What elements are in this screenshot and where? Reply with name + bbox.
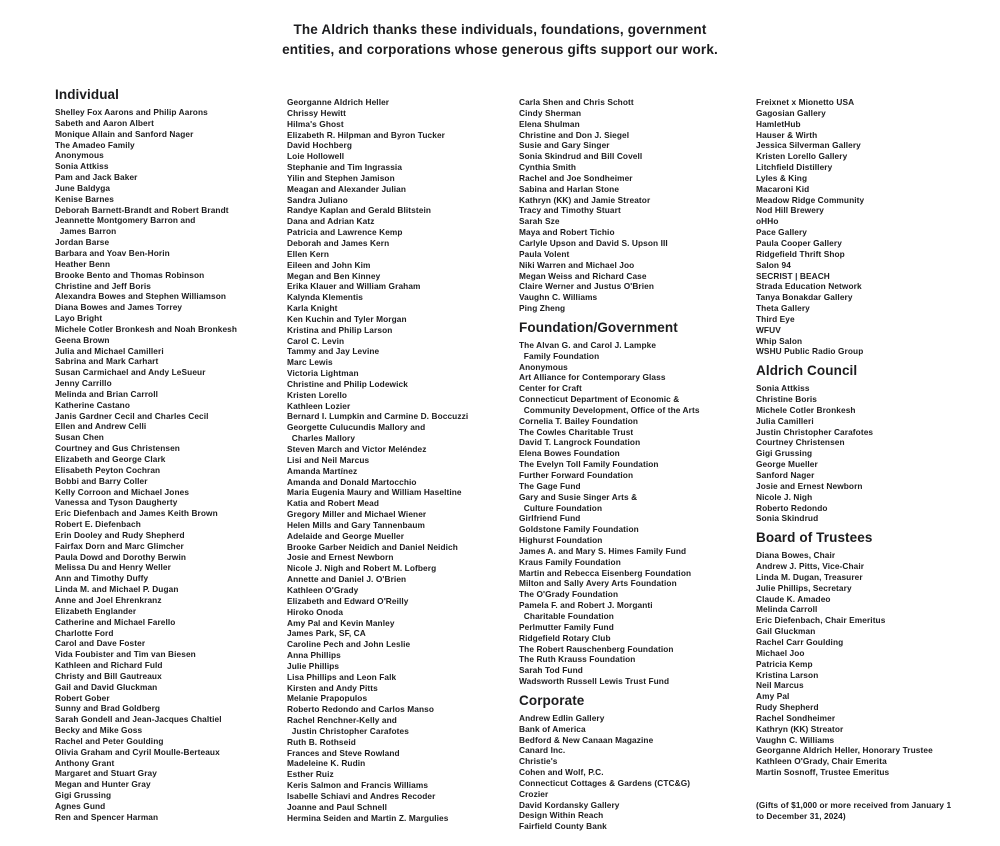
- donor-name: Ken Kuchin and Tyler Morgan: [287, 313, 407, 324]
- donor-name: Barbara and Yoav Ben-Horin: [55, 247, 170, 258]
- column-foundation-corporate: [519, 97, 747, 832]
- donor-name: Heather Benn: [55, 258, 111, 269]
- section-heading-individual: Individual: [55, 87, 120, 102]
- donor-name: Kristina and Philip Larson: [287, 324, 393, 335]
- donor-name: Esther Ruiz: [287, 769, 334, 780]
- donor-name: Ellen Kern: [287, 248, 330, 259]
- donor-name: Gary and Susie Singer Arts &: [519, 491, 638, 502]
- donor-name: Anonymous: [55, 150, 104, 161]
- donor-name: Whip Salon: [756, 335, 803, 346]
- donor-name: Claude K. Amadeo: [756, 593, 831, 604]
- donor-name: David Kordansky Gallery: [519, 799, 620, 810]
- donor-name: The Amadeo Family: [55, 139, 135, 150]
- donor-name: Canard Inc.: [519, 745, 566, 756]
- page-title: The Aldrich thanks these individuals, foundations, government entities, and corporations whose generous gifts support our work.: [282, 22, 718, 57]
- donor-name: Sonia Skindrud and Bill Covell: [519, 151, 643, 162]
- donor-name: Kathleen and Richard Fuld: [55, 660, 163, 671]
- donor-name: Michele Cotler Bronkesh and Noah Bronkesh: [55, 323, 238, 334]
- donor-name: Becky and Mike Goss: [55, 725, 143, 736]
- donor-name: The Ruth Krauss Foundation: [519, 654, 636, 665]
- donor-name: Christine Boris: [756, 394, 817, 405]
- donor-name: Claire Werner and Justus O'Brien: [519, 281, 655, 292]
- donor-name: Isabelle Schiavi and Andres Recoder: [287, 791, 436, 801]
- donor-name: Madeleine K. Rudin: [287, 758, 366, 769]
- donor-name: Gagosian Gallery: [756, 107, 826, 118]
- donor-name: Brooke Garber Neidich and Daniel Neidich: [287, 541, 458, 552]
- donor-name: Kathleen O'Grady, Chair Emerita: [756, 756, 887, 767]
- donor-name: HamletHub: [756, 118, 801, 129]
- donor-name: Deborah Barnett-Brandt and Robert Brandt: [55, 204, 229, 215]
- donor-name: Nicole J. Nigh and Robert M. Lofberg: [287, 563, 437, 574]
- donor-name: Kristina Larson: [756, 669, 819, 680]
- donor-name: Milton and Sally Avery Arts Foundation: [519, 578, 677, 589]
- donor-name: Christie's: [519, 756, 558, 767]
- donor-name: Elizabeth and George Clark: [55, 454, 166, 464]
- donor-name: Cindy Sherman: [519, 107, 582, 118]
- donor-name: George Mueller: [756, 459, 818, 470]
- donor-name: Andrew J. Pitts, Vice-Chair: [756, 561, 865, 572]
- donor-name: Katia and Robert Mead: [287, 498, 379, 509]
- donor-name: Karla Knight: [287, 303, 338, 314]
- donor-name: The O'Grady Foundation: [519, 589, 619, 600]
- donor-name: Megan and Ben Kinney: [287, 270, 381, 281]
- donor-name: Annette and Daniel J. O'Brien: [287, 574, 407, 585]
- donor-name: Ren and Spencer Harman: [55, 811, 159, 822]
- donor-name: Janis Gardner Cecil and Charles Cecil: [55, 410, 209, 421]
- donor-name: Agnes Gund: [55, 801, 106, 811]
- donor-name: Elizabeth R. Hilpman and Byron Tucker: [287, 129, 445, 140]
- donor-name: Susan Chen: [55, 432, 104, 443]
- donor-name: Sabina and Harlan Stone: [519, 183, 620, 194]
- donor-name: James A. and Mary S. Himes Family Fund: [519, 545, 687, 556]
- donor-name: Erin Dooley and Rudy Shepherd: [55, 529, 185, 540]
- donor-name: Maya and Robert Tichio: [519, 227, 615, 238]
- donor-name: Jordan Barse: [55, 237, 110, 248]
- donor-name: Carol C. Levin: [287, 335, 345, 346]
- donor-name: Pace Gallery: [756, 227, 808, 238]
- donor-name: The Cowles Charitable Trust: [519, 426, 634, 437]
- donor-name: Bedford & New Canaan Magazine: [519, 734, 654, 745]
- donor-name: Macaroni Kid: [756, 183, 810, 194]
- donor-name: Perlmutter Family Fund: [519, 621, 614, 632]
- donor-block-board-of-trustees: [756, 531, 962, 778]
- donor-name: Rachel and Peter Goulding: [55, 735, 164, 746]
- donor-name: Helen Mills and Gary Tannenbaum: [287, 519, 426, 530]
- donor-name: Sarah Sze: [519, 216, 560, 227]
- donor-name: Fairfax Dorn and Marc Glimcher: [55, 540, 184, 551]
- donor-name: Vanessa and Tyson Daugherty: [55, 497, 178, 508]
- donor-block-aldrich-council: [756, 364, 962, 524]
- donor-block: [756, 97, 962, 357]
- donor-name: Rachel and Joe Sondheimer: [519, 172, 633, 183]
- donor-name: Sonia Attkiss: [756, 383, 810, 394]
- donor-name: Frances and Steve Rowland: [287, 747, 400, 758]
- donor-name: Vaughn C. Williams: [756, 734, 835, 745]
- donor-name: Elizabeth and Edward O'Reilly: [287, 595, 409, 606]
- donor-name: WSHU Public Radio Group: [756, 346, 864, 357]
- donor-name: Meagan and Alexander Julian: [287, 183, 407, 194]
- donor-name: Randye Kaplan and Gerald Blitstein: [287, 205, 432, 216]
- donor-name: Nicole J. Nigh: [756, 491, 813, 502]
- donor-name: Chrissy Hewitt: [287, 107, 347, 118]
- donor-name: Gail Gluckman: [756, 626, 816, 637]
- donor-name: Cornelia T. Bailey Foundation: [519, 415, 639, 426]
- donor-name: Lisi and Neil Marcus: [287, 454, 370, 465]
- donor-name: Connecticut Department of Economic &: [519, 394, 680, 405]
- donor-name: David T. Langrock Foundation: [519, 437, 641, 448]
- donor-name: Art Alliance for Contemporary Glass: [519, 372, 666, 383]
- section-heading-foundation-government: Foundation/Government: [519, 319, 678, 335]
- donor-name: Hermina Seiden and Martin Z. Margulies: [287, 812, 449, 823]
- donor-name: Roberto Redondo: [756, 502, 828, 513]
- donor-name: Brooke Bento and Thomas Robinson: [55, 269, 205, 280]
- donor-name: Sonia Skindrud: [756, 513, 819, 524]
- donor-name: Hauser & Wirth: [756, 129, 818, 140]
- donor-name: Eric Diefenbach and James Keith Brown: [55, 508, 218, 519]
- donor-name: Culture Foundation: [519, 502, 603, 513]
- donor-name: The Gage Fund: [519, 480, 581, 491]
- donor-name: Kelly Corroon and Michael Jones: [55, 486, 190, 497]
- donor-name: Rudy Shepherd: [756, 702, 819, 713]
- donor-name: Julia Camilleri: [756, 415, 814, 426]
- donor-name: Jessica Silverman Gallery: [756, 140, 861, 151]
- donor-name: Geena Brown: [55, 334, 110, 345]
- donor-name: Community Development, Office of the Arts: [519, 404, 700, 415]
- donor-block-corporate: [519, 694, 747, 832]
- donor-name: Roberto Redondo and Carlos Manso: [287, 704, 435, 715]
- donor-name: Courtney Christensen: [756, 437, 845, 448]
- donor-name: WFUV: [756, 324, 781, 335]
- donor-name: Wadsworth Russell Lewis Trust Fund: [519, 676, 670, 687]
- donor-name: Maria Eugenia Maury and William Haseltine: [287, 487, 462, 498]
- donor-name: Patricia Kemp: [756, 658, 813, 669]
- donor-name: SECRIST | BEACH: [756, 270, 830, 281]
- donor-name: Julie Phillips, Secretary: [756, 582, 852, 593]
- donor-name: Gigi Grussing: [756, 448, 813, 459]
- donor-name: Linda M. and Michael P. Dugan: [55, 584, 179, 595]
- donor-name: Kristen Lorello Gallery: [756, 151, 848, 162]
- donor-name: Kathleen Lozier: [287, 400, 351, 411]
- section-heading-board-of-trustees: Board of Trustees: [756, 530, 873, 546]
- donor-name: Linda M. Dugan, Treasurer: [756, 571, 863, 582]
- donor-name: The Robert Rauschenberg Foundation: [519, 643, 674, 654]
- donor-name: Highurst Foundation: [519, 535, 603, 546]
- donor-name: Bobbi and Barry Coller: [55, 475, 148, 486]
- donor-name: Rachel Sondheimer: [756, 712, 836, 723]
- donor-name: Connecticut Cottages & Gardens (CTC&G): [519, 777, 691, 788]
- donor-name: Eileen and John Kim: [287, 259, 371, 270]
- donor-name: Hilma's Ghost: [287, 118, 344, 129]
- donor-name: Niki Warren and Michael Joo: [519, 259, 635, 270]
- donor-name: Sabeth and Aaron Albert: [55, 117, 154, 128]
- donor-name: Amy Pal: [756, 691, 790, 702]
- donor-name: Ellen and Andrew Celli: [55, 421, 147, 432]
- donor-name: James Barron: [55, 226, 117, 237]
- donor-name: Theta Gallery: [756, 303, 810, 314]
- donor-name: Stephanie and Tim Ingrassia: [287, 162, 403, 173]
- donor-name: Kathleen O'Grady: [287, 584, 359, 595]
- donor-name: Elisabeth Peyton Cochran: [55, 464, 161, 475]
- donor-name: Joanne and Paul Schnell: [287, 801, 388, 812]
- donor-name: Vaughn C. Williams: [519, 292, 598, 303]
- donor-name: Jenny Carrillo: [55, 378, 112, 389]
- donor-name: Elena Shulman: [519, 118, 580, 129]
- donor-name: Ping Zheng: [519, 303, 566, 314]
- donor-name: Eric Diefenbach, Chair Emeritus: [756, 615, 886, 626]
- donor-name: Ridgefield Rotary Club: [519, 632, 611, 643]
- donor-name: Charitable Foundation: [519, 610, 614, 621]
- column-individual-continued: [287, 97, 515, 824]
- donor-name: Adelaide and George Mueller: [287, 530, 405, 541]
- donor-name: Gregory Miller and Michael Wiener: [287, 509, 427, 520]
- column-individual: [55, 88, 283, 823]
- donor-name: Katherine Castano: [55, 399, 131, 410]
- gifts-footnote: (Gifts of $1,000 or more received from January 1 to December 31, 2024): [756, 800, 952, 822]
- donor-name: Kathryn (KK) and Jamie Streator: [519, 194, 651, 205]
- donor-name: Ann and Timothy Duffy: [55, 573, 149, 584]
- donor-name: Yilin and Stephen Jamison: [287, 172, 395, 183]
- donor-name: Bernard I. Lumpkin and Carmine D. Boccuzzi: [287, 411, 469, 422]
- donor-name: Freixnet x Mionetto USA: [756, 97, 855, 107]
- donor-name: The Alvan G. and Carol J. Lampke: [519, 339, 657, 350]
- donor-name: Charlotte Ford: [55, 627, 114, 638]
- donor-name: Neil Marcus: [756, 680, 804, 691]
- donor-name: Diana Bowes, Chair: [756, 550, 836, 561]
- donor-name: Sunny and Brad Goldberg: [55, 703, 161, 714]
- donor-name: Paula Dowd and Dorothy Berwin: [55, 551, 187, 562]
- donor-name: Litchfield Distillery: [756, 162, 833, 173]
- donor-name: Christine and Philip Lodewick: [287, 378, 408, 389]
- donor-name: Dana and Adrian Katz: [287, 216, 375, 227]
- donor-name: Michele Cotler Bronkesh: [756, 404, 856, 415]
- donor-name: Anthony Grant: [55, 757, 115, 768]
- donor-name: Christy and Bill Gautreaux: [55, 670, 162, 681]
- donor-name: Lyles & King: [756, 172, 808, 183]
- donor-name: Carlyle Upson and David S. Upson III: [519, 237, 668, 248]
- donor-name: James Park, SF, CA: [287, 628, 366, 639]
- donor-name: Kraus Family Foundation: [519, 556, 621, 567]
- donor-name: Erika Klauer and William Graham: [287, 281, 421, 292]
- column-corporate-council-trustees: [756, 97, 962, 778]
- donor-name: Melanie Prapopulos: [287, 693, 368, 704]
- donor-name: Justin Christopher Carafotes: [756, 426, 874, 437]
- donor-name: Amy Pal and Kevin Manley: [287, 617, 395, 628]
- donor-name: Melinda and Brian Carroll: [55, 388, 159, 399]
- donor-name: Cynthia Smith: [519, 162, 577, 173]
- donor-name: Robert E. Diefenbach: [55, 519, 141, 530]
- donor-name: Georganne Aldrich Heller: [287, 97, 390, 107]
- donor-block: [287, 97, 515, 824]
- donor-name: Susan Carmichael and Andy LeSueur: [55, 367, 206, 378]
- donor-name: Kalynda Klementis: [287, 292, 363, 303]
- donor-name: Goldstone Family Foundation: [519, 524, 639, 535]
- donor-name: Olivia Graham and Cyril Moulle-Berteaux: [55, 746, 220, 757]
- donor-name: Monique Allain and Sanford Nager: [55, 128, 194, 139]
- donor-name: Crozier: [519, 788, 549, 799]
- donor-name: Melissa Du and Henry Weller: [55, 562, 171, 573]
- donor-name: Hiroko Onoda: [287, 606, 344, 617]
- section-heading-corporate: Corporate: [519, 692, 585, 708]
- donor-name: Julie Phillips: [287, 660, 340, 671]
- donor-name: Megan Weiss and Richard Case: [519, 270, 647, 281]
- donor-name: Tanya Bonakdar Gallery: [756, 292, 853, 303]
- donor-name: Christine and Jeff Boris: [55, 280, 151, 291]
- donor-name: Carla Shen and Chris Schott: [519, 97, 634, 107]
- donor-name: Amanda and Donald Martocchio: [287, 476, 417, 487]
- donor-name: Susie and Gary Singer: [519, 140, 610, 151]
- donor-name: Georgette Culucundis Mallory and: [287, 422, 426, 433]
- donor-name: Christine and Don J. Siegel: [519, 129, 630, 140]
- donor-name: Victoria Lightman: [287, 368, 359, 379]
- donor-name: Julia and Michael Camilleri: [55, 345, 164, 356]
- donor-name: Fairfield County Bank: [519, 821, 607, 832]
- donor-name: Courtney and Gus Christensen: [55, 443, 180, 454]
- donor-name: Michael Joo: [756, 647, 805, 658]
- donor-name: Justin Christopher Carafotes: [287, 725, 409, 736]
- donor-block-individual: [55, 88, 283, 823]
- donor-name: Meadow Ridge Community: [756, 194, 865, 205]
- donor-name: Patricia and Lawrence Kemp: [287, 227, 403, 238]
- donor-name: Sandra Juliano: [287, 194, 348, 205]
- donor-name: Tammy and Jay Levine: [287, 346, 380, 357]
- donor-name: Vida Foubister and Tim van Biesen: [55, 649, 196, 660]
- donor-name: Kathryn (KK) Streator: [756, 723, 844, 734]
- donor-name: Kristen Lorello: [287, 389, 348, 400]
- donor-name: Alexandra Bowes and Stephen Williamson: [55, 291, 227, 302]
- donor-name: Salon 94: [756, 259, 791, 270]
- donor-name: Further Forward Foundation: [519, 470, 634, 480]
- donor-name: Anonymous: [519, 361, 568, 372]
- donor-name: Martin Sosnoff, Trustee Emeritus: [756, 767, 890, 778]
- donor-name: Bank of America: [519, 723, 586, 734]
- donor-name: Strada Education Network: [756, 281, 862, 292]
- donor-name: Family Foundation: [519, 350, 600, 361]
- donor-name: Pamela F. and Robert J. Morganti: [519, 600, 653, 611]
- donor-name: Melinda Carroll: [756, 604, 818, 615]
- donor-name: Cohen and Wolf, P.C.: [519, 767, 604, 778]
- donor-name: Gigi Grussing: [55, 790, 112, 801]
- donor-name: The Evelyn Toll Family Foundation: [519, 459, 659, 470]
- donor-name: Anne and Joel Ehrenkranz: [55, 594, 162, 605]
- donor-name: Nod Hill Brewery: [756, 205, 824, 216]
- donor-name: Sonia Attkiss: [55, 161, 109, 172]
- donor-name: Third Eye: [756, 313, 795, 324]
- donor-name: Rachel Renchner-Kelly and: [287, 715, 397, 726]
- donor-name: Ruth B. Rothseid: [287, 736, 356, 747]
- donor-name: Marc Lewis: [287, 357, 333, 368]
- donor-name: Andrew Edlin Gallery: [519, 712, 605, 723]
- donor-name: Josie and Ernest Newborn: [287, 552, 394, 563]
- donor-name: Paula Volent: [519, 248, 570, 259]
- donor-name: Catherine and Michael Farello: [55, 616, 176, 627]
- donor-name: Center for Craft: [519, 383, 582, 394]
- donor-name: Tracy and Timothy Stuart: [519, 205, 621, 216]
- donor-name: Elena Bowes Foundation: [519, 448, 620, 459]
- donor-block-foundation-government: [519, 321, 747, 687]
- donor-name: Shelley Fox Aarons and Philip Aarons: [55, 107, 208, 117]
- donor-name: Sarah Gondell and Jean-Jacques Chaltiel: [55, 714, 222, 725]
- donor-name: Sarah Tod Fund: [519, 665, 583, 676]
- donor-name: Carol and Dave Foster: [55, 638, 146, 649]
- donor-name: Design Within Reach: [519, 810, 604, 821]
- section-heading-aldrich-council: Aldrich Council: [756, 363, 858, 379]
- donor-name: Amanda Martínez: [287, 465, 358, 476]
- donor-name: Caroline Pech and John Leslie: [287, 639, 411, 650]
- donor-name: Charles Mallory: [287, 433, 356, 444]
- donor-block: [519, 97, 747, 314]
- donor-name: Josie and Ernest Newborn: [756, 480, 863, 491]
- donor-name: Lisa Phillips and Leon Falk: [287, 671, 397, 682]
- donor-name: Elizabeth Englander: [55, 605, 137, 616]
- donor-name: Jeannette Montgomery Barron and: [55, 215, 196, 226]
- donor-name: Ridgefield Thrift Shop: [756, 248, 845, 259]
- donor-name: Kirsten and Andy Pitts: [287, 682, 378, 693]
- donor-name: Gail and David Gluckman: [55, 681, 158, 692]
- donor-name: Layo Bright: [55, 313, 103, 324]
- donor-name: Robert Gober: [55, 692, 110, 703]
- donor-name: David Hochberg: [287, 140, 353, 151]
- donor-name: Georganne Aldrich Heller, Honorary Trustee: [756, 745, 933, 756]
- donor-name: Pam and Jack Baker: [55, 172, 138, 183]
- donor-name: Steven March and Victor Meléndez: [287, 444, 427, 454]
- donor-name: Girlfriend Fund: [519, 513, 581, 524]
- donor-name: Paula Cooper Gallery: [756, 237, 842, 248]
- donor-name: Diana Bowes and James Torrey: [55, 302, 183, 313]
- donor-name: Megan and Hunter Gray: [55, 779, 151, 790]
- donor-name: Loie Hollowell: [287, 151, 345, 162]
- donor-name: Keris Salmon and Francis Williams: [287, 780, 429, 791]
- donor-name: Rachel Carr Goulding: [756, 636, 844, 647]
- donor-name: Margaret and Stuart Gray: [55, 768, 157, 779]
- donor-name: Sanford Nager: [756, 470, 815, 480]
- donor-name: Kenise Barnes: [55, 193, 114, 204]
- donor-name: Sabrina and Mark Carhart: [55, 356, 159, 367]
- donor-name: Deborah and James Kern: [287, 237, 390, 248]
- donor-name: June Baldyga: [55, 182, 111, 193]
- donor-name: Anna Phillips: [287, 650, 341, 661]
- donor-name: Martin and Rebecca Eisenberg Foundation: [519, 567, 692, 578]
- donor-name: oHHo: [756, 216, 779, 227]
